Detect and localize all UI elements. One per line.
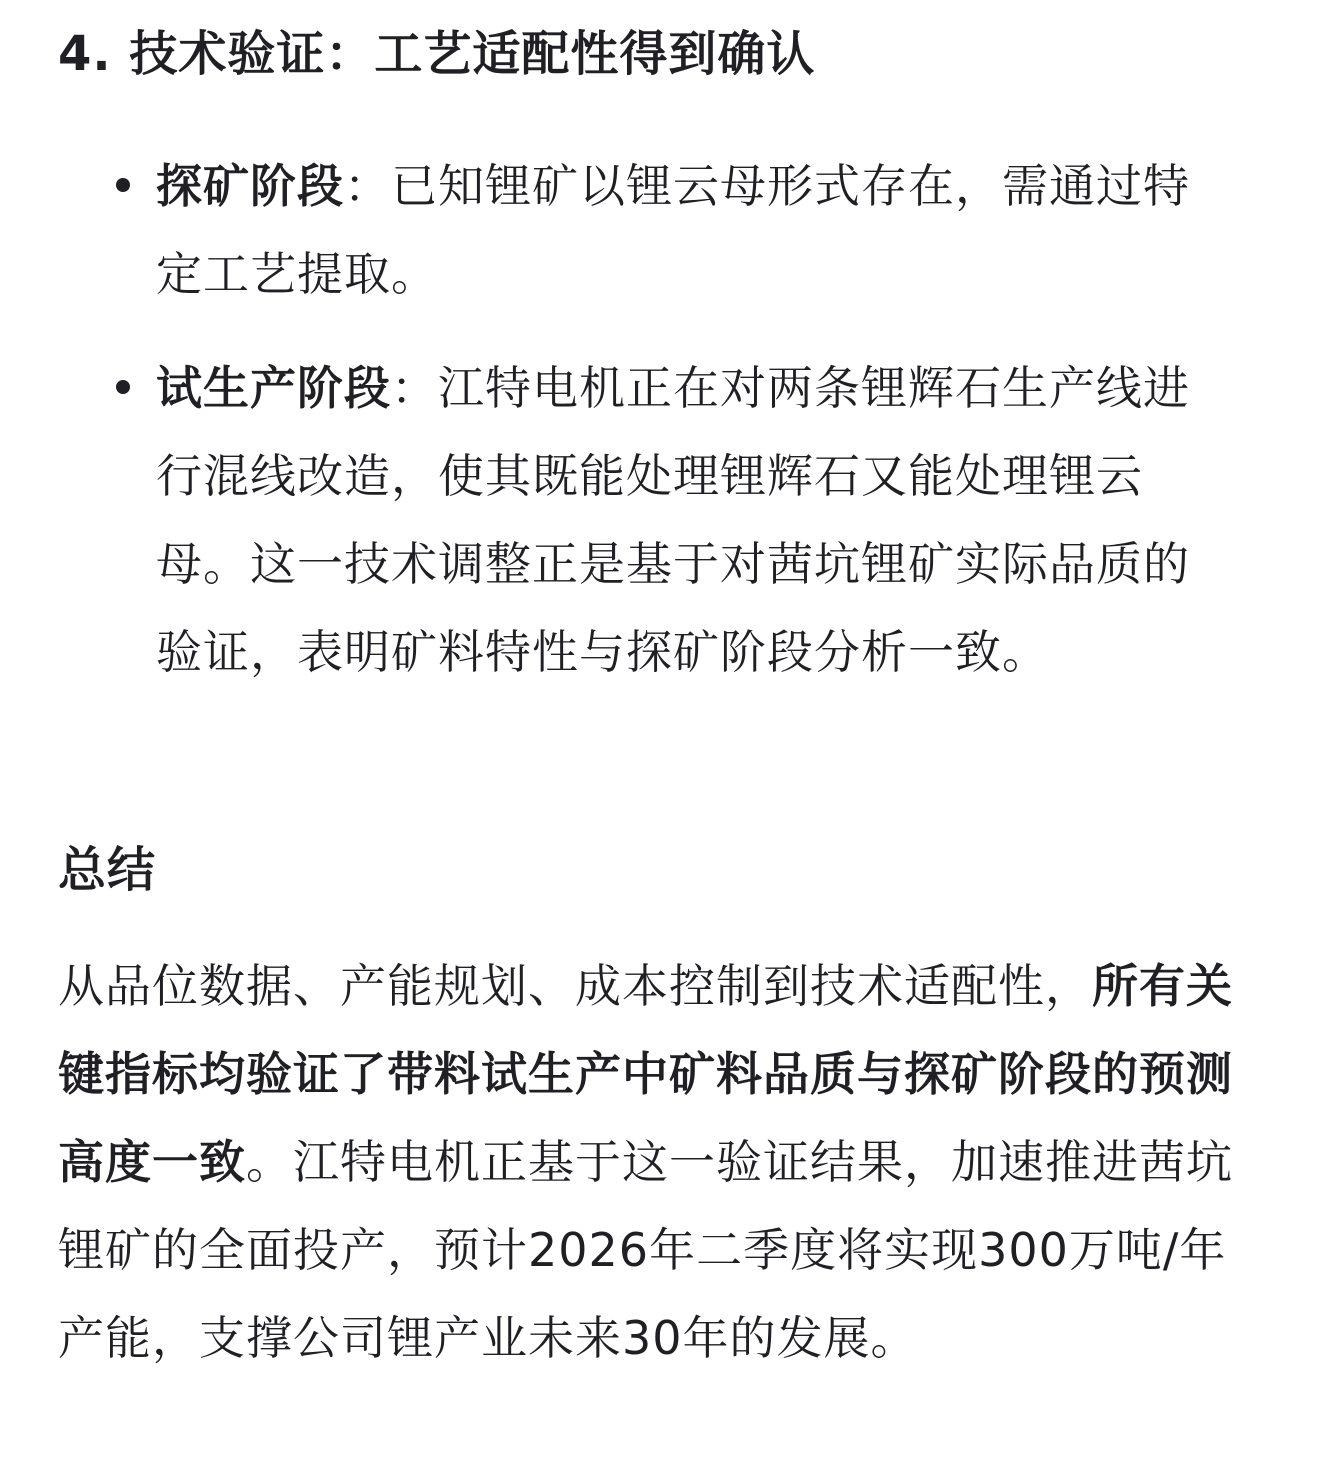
- bullet-dot-icon: [116, 178, 130, 192]
- summary-intro: 从品位数据、产能规划、成本控制到技术适配性，: [58, 959, 1092, 1013]
- bullet-term: 探矿阶段: [156, 159, 344, 213]
- list-item-exploration-stage: [156, 142, 1220, 318]
- section-heading: 4. 技术验证：工艺适配性得到确认: [58, 26, 816, 82]
- summary-heading: 总结: [58, 842, 157, 898]
- summary-bold-conclusion: 所有关键指标均验证了带料试生产中矿料品质与探矿阶段的预测高度一致: [58, 959, 1233, 1189]
- bullet-separator: ：: [344, 159, 391, 213]
- bullet-text: 江特电机正在对两条锂辉石生产线进行混线改造，使其既能处理锂辉石又能处理锂云母。这一技术调整正是基于对茜坑锂矿实际品质的验证，表明矿料特性与探矿阶段分析一致。: [156, 361, 1190, 679]
- bullet-text: 已知锂矿以锂云母形式存在，需通过特定工艺提取。: [156, 159, 1190, 301]
- list-item-trial-production-stage: [156, 344, 1220, 696]
- bullet-separator: ：: [391, 361, 438, 415]
- summary-rest: 。江特电机正基于这一验证结果，加速推进茜坑锂矿的全面投产，预计2026年二季度将实现300万吨/年产能，支撑公司锂产业未来30年的发展。: [58, 1135, 1233, 1365]
- bullet-term: 试生产阶段: [156, 361, 391, 415]
- summary-paragraph: [58, 942, 1248, 1382]
- bullet-dot-icon: [116, 380, 130, 394]
